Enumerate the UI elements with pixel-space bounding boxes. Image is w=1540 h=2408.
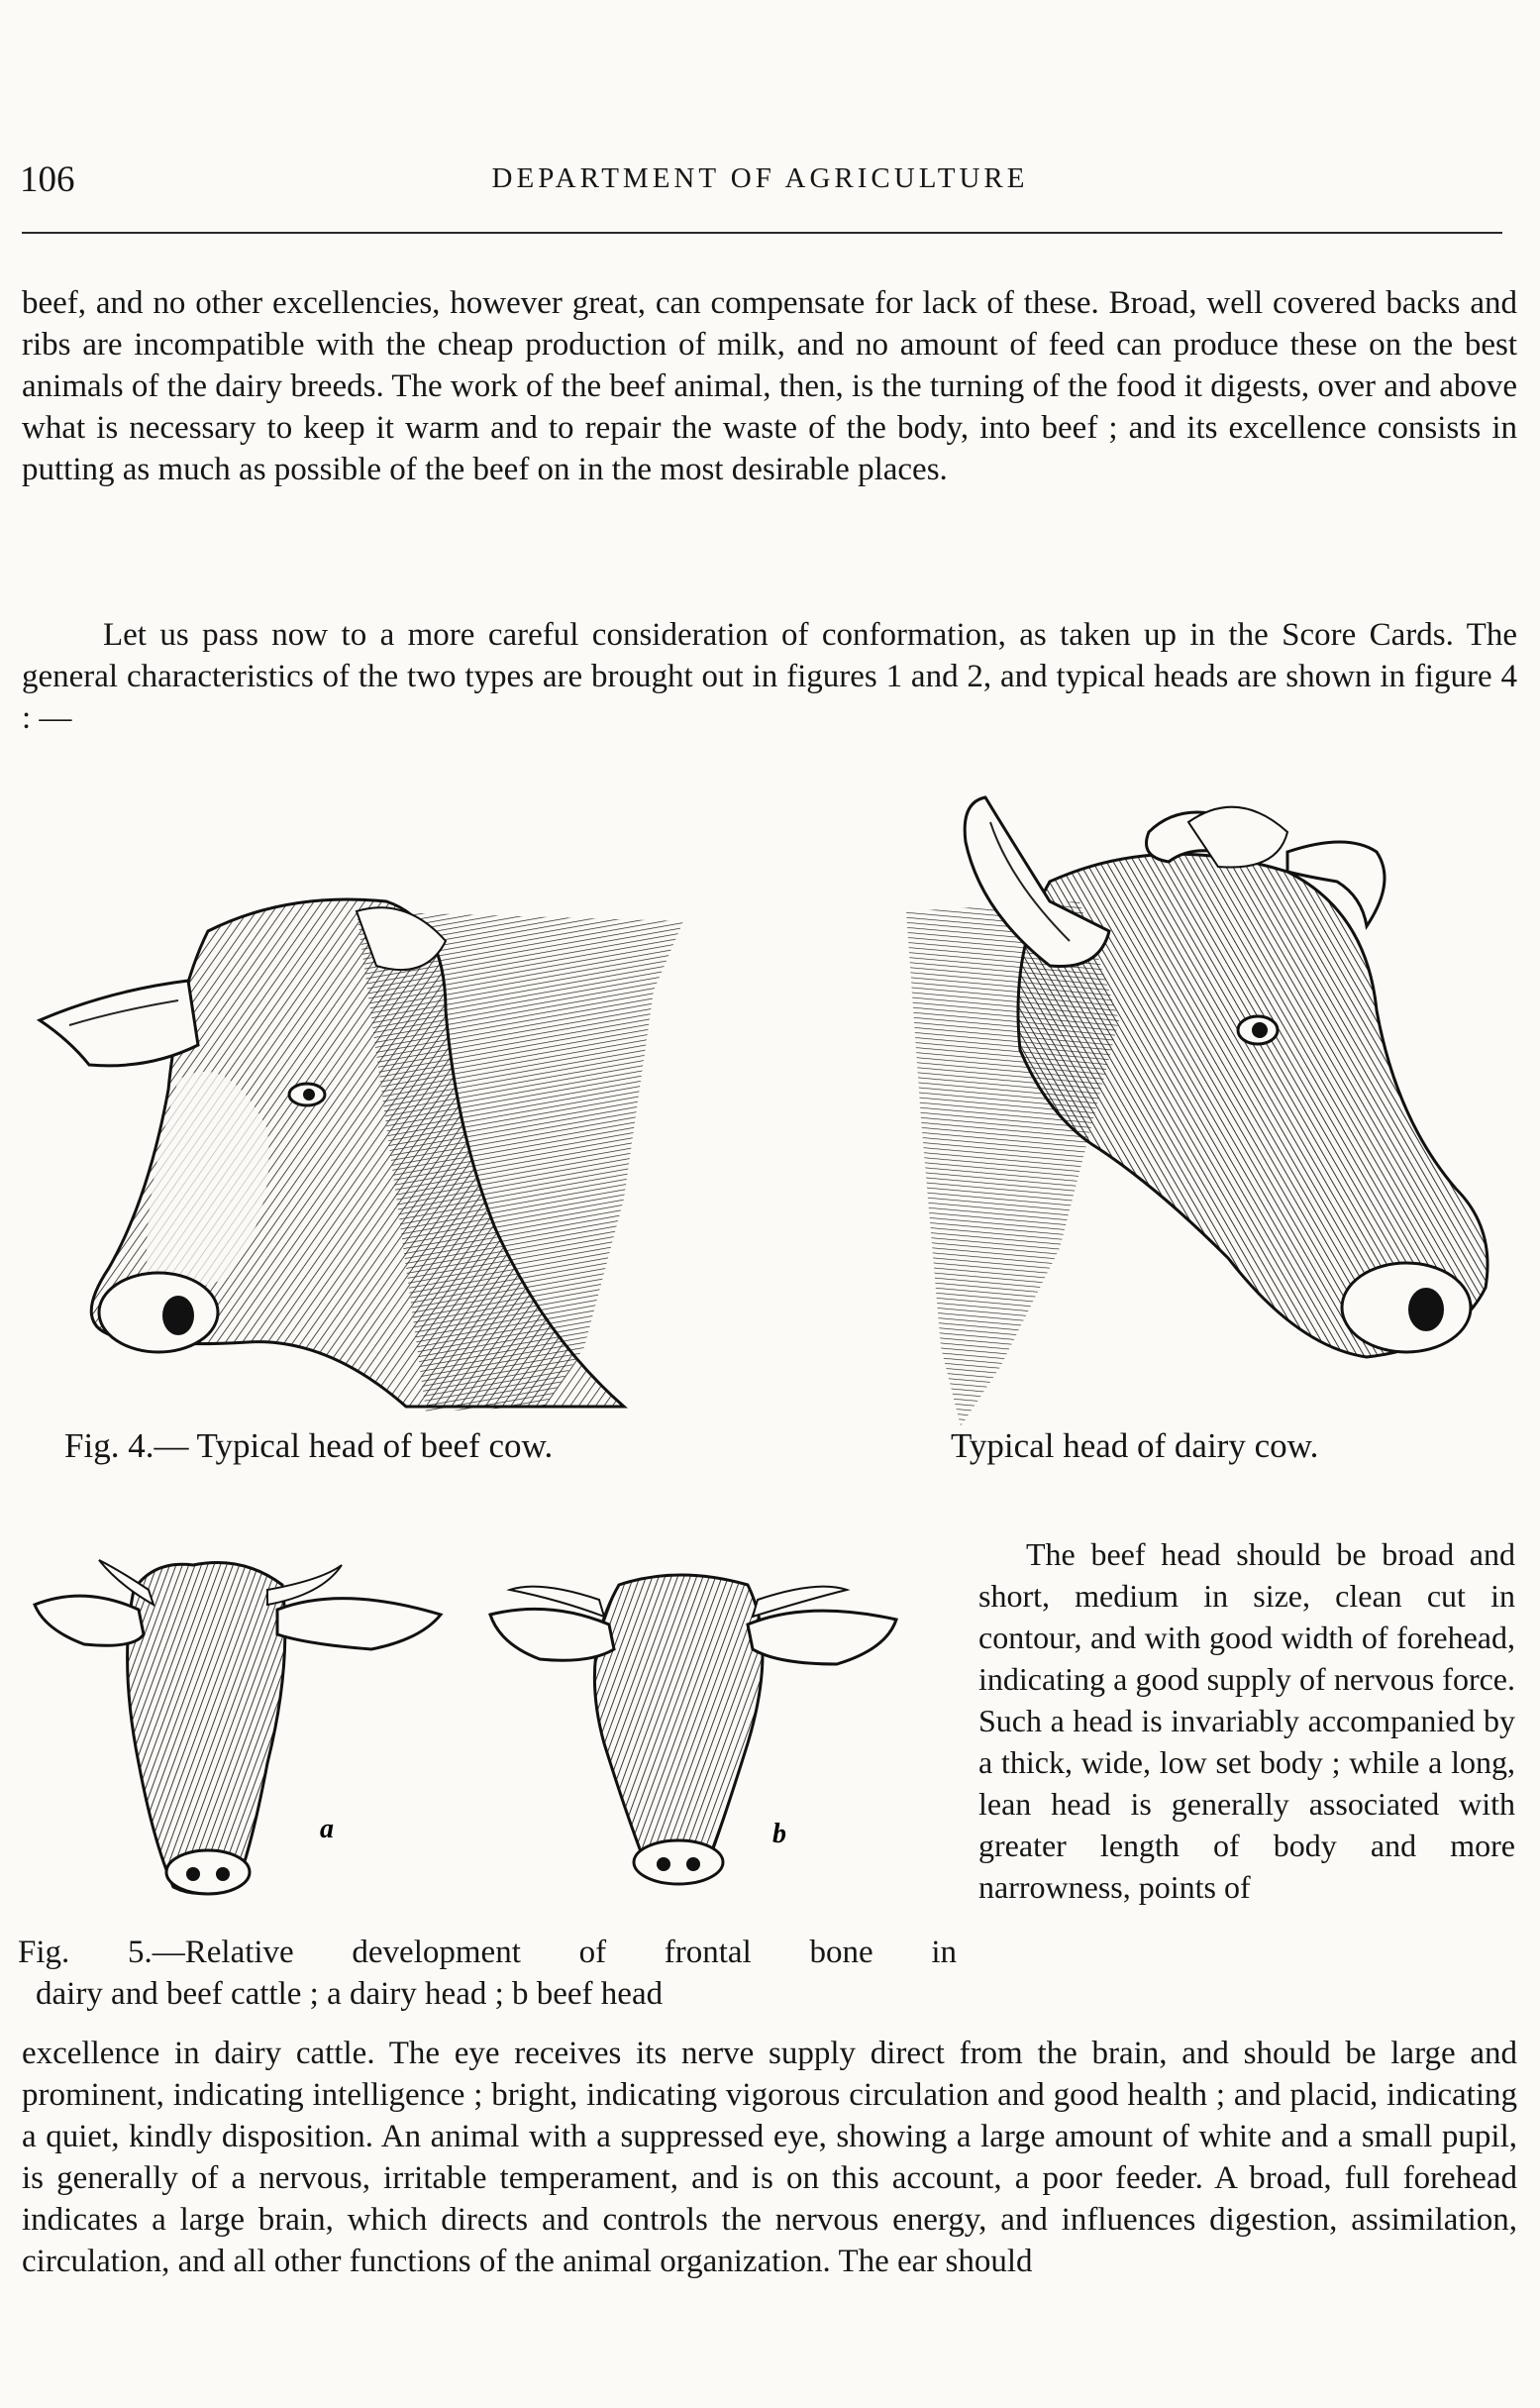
dairy-cow-head-illustration bbox=[901, 792, 1515, 1426]
figure-4-caption-left: Fig. 4.— Typical head of beef cow. bbox=[64, 1426, 554, 1465]
figure-4-caption-dairy bbox=[951, 1426, 1318, 1466]
page-header bbox=[20, 158, 1500, 208]
figure-5-caption-line-1: Fig. 5.—Relative development of frontal bone in bbox=[18, 1935, 957, 1970]
dairy-head-a bbox=[35, 1560, 441, 1894]
figure-4-caption-beef bbox=[64, 1426, 553, 1466]
body-paragraph-1: beef, and no other excellencies, however great, can compensate for lack of these. Broad, well covered backs and ribs are incompatible with the cheap production of milk, and no amount of feed can produce these on the best animals of the dairy breeds. The work of the beef animal, then, is the turning of the food it digests, over and above what is necessary to keep it warm and to repair the waste of the body, into beef ; and its excellence consists in putting as much as possible of the beef on in the most desirable places. bbox=[22, 285, 1517, 487]
page-number: 106 bbox=[20, 159, 75, 200]
header-rule bbox=[22, 232, 1502, 234]
figure-5-label-a: a bbox=[320, 1814, 334, 1844]
figure-4-caption-right: Typical head of dairy cow. bbox=[951, 1426, 1319, 1465]
figure-5-caption bbox=[18, 1932, 957, 2015]
beef-head-b bbox=[490, 1575, 896, 1884]
figure-5-label-b: b bbox=[772, 1819, 786, 1849]
beef-cow-head-illustration bbox=[30, 872, 703, 1416]
figure-5-caption-line-2: dairy and beef cattle ; a dairy head ; b beef head bbox=[36, 1976, 664, 2012]
body-paragraph-3: excellence in dairy cattle. The eye receives its nerve supply direct from the brain, and should be large and prominent, indicating intelligence ; bright, indicating vigorous circulation and good health ; and placid, indicating a quiet, kindly disposition. An animal with a suppressed eye, showing a large amount of white and a small pupil, is generally of a nervous, irritable temperament, and is on this account, a poor feeder. A broad, full forehead indicates a large brain, which directs and controls the nervous energy, and influences digestion, assimilation, circulation, and all other functions of the animal organization. The ear should bbox=[22, 2036, 1517, 2279]
side-paragraph: The beef head should be broad and short, medium in size, clean cut in contour, and with good width of forehead, indicating a good supply of nervous force. Such a head is invariably accompanied by a thick, wide, low set body ; while a long, lean head is generally associated with greater length of body and more narrowness, points of bbox=[978, 1536, 1515, 1905]
running-title: DEPARTMENT OF AGRICULTURE bbox=[491, 162, 1029, 194]
frontal-heads-illustration bbox=[25, 1545, 936, 1922]
body-paragraph-2: Let us pass now to a more careful consideration of conformation, as taken up in the Score Cards. The general characteristics of the two types are brought out in figures 1 and 2, and typical heads are shown in figure 4 : — bbox=[22, 617, 1517, 736]
